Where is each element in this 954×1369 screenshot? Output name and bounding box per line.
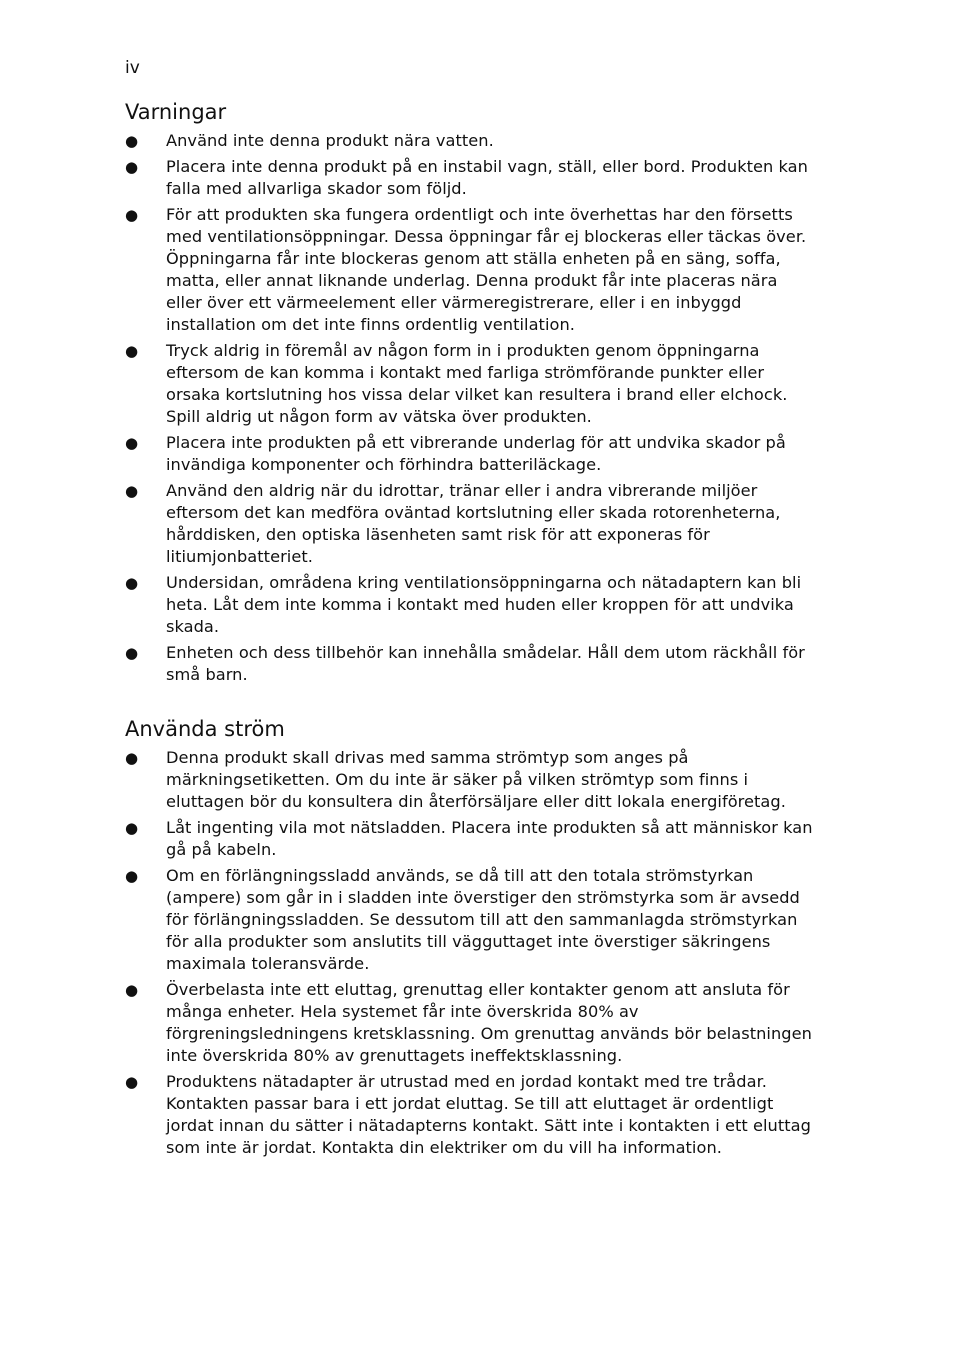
- list-item-text: Tryck aldrig in föremål av någon form in i produkten genom öppningarna eftersom de kan komma i kontakt med farliga strömförande punkter eller orsaka kortslutning hos vissa delar vilket kan resultera i brand eller elchock. Spill aldrig ut någon form av vätska över produkten.: [166, 341, 788, 426]
- list-item: [125, 817, 815, 861]
- bullet-icon: ●: [125, 206, 139, 224]
- bullet-icon: ●: [125, 1073, 139, 1091]
- list-item: [125, 979, 815, 1067]
- bullet-icon: ●: [125, 574, 139, 592]
- bullet-icon: ●: [125, 644, 139, 662]
- list-item: [125, 156, 815, 200]
- list-item: [125, 432, 815, 476]
- bullet-icon: ●: [125, 867, 139, 885]
- list-item-text: Om en förlängningssladd används, se då till att den totala strömstyrkan (ampere) som går in i sladden inte överstiger den strömstyrka som är avsedd för förlängningssladden. Se dessutom till att den sammanlagda strömstyrkan för alla produkter som anslutits till vägguttaget inte överstiger säkringens maximala toleransvärde.: [166, 866, 800, 973]
- list-item: [125, 204, 815, 336]
- list-item-text: För att produkten ska fungera ordentligt och inte överhettas har den försetts med ventilationsöppningar. Dessa öppningar får ej blockeras eller täckas över. Öppningarna får inte blockeras genom att ställa enheten på en säng, soffa, matta, eller annat liknande underlag. Denna produkt får inte placeras nära eller över ett värmeelement eller värmeregistrerare, eller i en inbyggd installation om det inte finns ordentlig ventilation.: [166, 205, 807, 334]
- list-item: [125, 747, 815, 813]
- list-item-text: Använd den aldrig när du idrottar, tränar eller i andra vibrerande miljöer eftersom det kan medföra oväntad kortslutning eller skada rotorenheterna, hårddisken, den optiska läsenheten samt risk för att exponeras för litiumjonbatteriet.: [166, 481, 781, 566]
- list-item-text: Överbelasta inte ett eluttag, grenuttag eller kontakter genom att ansluta för många enheter. Hela systemet får inte överskrida 80% av förgreningsledningens kretsklassning. Om grenuttag används bör belastningen inte överskrida 80% av grenuttagets ineffektsklassning.: [166, 980, 812, 1065]
- bullet-icon: ●: [125, 132, 139, 150]
- bullet-icon: ●: [125, 482, 139, 500]
- list-item: [125, 865, 815, 975]
- bullet-icon: ●: [125, 981, 139, 999]
- section-heading-power: Använda ström: [125, 717, 285, 741]
- list-item: [125, 340, 815, 428]
- list-item: [125, 1071, 815, 1159]
- list-item-text: Använd inte denna produkt nära vatten.: [166, 131, 494, 150]
- bullet-icon: ●: [125, 342, 139, 360]
- bullet-icon: ●: [125, 158, 139, 176]
- power-list: [125, 747, 815, 1159]
- list-item-text: Låt ingenting vila mot nätsladden. Placera inte produkten så att människor kan gå på kabeln.: [166, 818, 813, 859]
- list-item-text: Placera inte produkten på ett vibrerande underlag för att undvika skador på invändiga komponenter och förhindra batteriläckage.: [166, 433, 786, 474]
- list-item: [125, 642, 815, 686]
- list-item: [125, 572, 815, 638]
- list-item-text: Enheten och dess tillbehör kan innehålla smådelar. Håll dem utom räckhåll för små barn.: [166, 643, 805, 684]
- power-section: [125, 716, 815, 1163]
- warnings-section: [125, 99, 815, 690]
- warnings-list: [125, 130, 815, 686]
- list-item-text: Placera inte denna produkt på en instabil vagn, ställ, eller bord. Produkten kan falla med allvarliga skador som följd.: [166, 157, 808, 198]
- list-item: [125, 130, 815, 152]
- list-item-text: Denna produkt skall drivas med samma strömtyp som anges på märkningsetiketten. Om du inte är säker på vilken strömtyp som finns i eluttagen bör du konsultera din återförsäljare eller ditt lokala energiföretag.: [166, 748, 786, 811]
- bullet-icon: ●: [125, 434, 139, 452]
- list-item: [125, 480, 815, 568]
- list-item-text: Undersidan, områdena kring ventilationsöppningarna och nätadaptern kan bli heta. Låt dem inte komma i kontakt med huden eller kroppen för att undvika skada.: [166, 573, 802, 636]
- bullet-icon: ●: [125, 819, 139, 837]
- bullet-icon: ●: [125, 749, 139, 767]
- section-heading-warnings: Varningar: [125, 100, 227, 124]
- page-number: iv: [125, 58, 140, 78]
- list-item-text: Produktens nätadapter är utrustad med en jordad kontakt med tre trådar. Kontakten passar bara i ett jordat eluttag. Se till att eluttaget är ordentligt jordat innan du sätter i nätadapterns kontakt. Sätt inte i kontakten i ett eluttag som inte är jordat. Kontakta din elektriker om du vill ha information.: [166, 1072, 811, 1157]
